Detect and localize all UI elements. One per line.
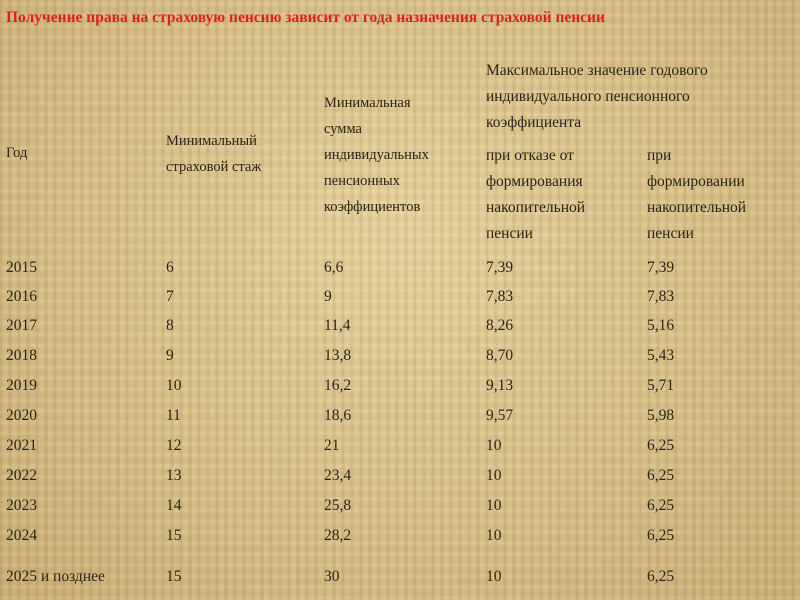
- header-min-sum-line: коэффициентов: [324, 199, 421, 215]
- cell-forming: 6,25: [647, 568, 675, 585]
- cell-refusal: 8,70: [486, 347, 514, 364]
- cell-forming: 6,25: [647, 527, 675, 544]
- cell-forming: 6,25: [647, 497, 675, 514]
- cell-forming: 7,39: [647, 259, 675, 276]
- header-min-experience-line: страховой стаж: [166, 159, 262, 175]
- header-refusal-line: при отказе от: [486, 147, 574, 164]
- page-title: Получение права на страховую пенсию зависит от года назначения страховой пенсии: [6, 9, 605, 26]
- header-forming-line: при: [647, 147, 672, 164]
- table-row: [0, 463, 800, 493]
- cell-year: 2024: [6, 527, 37, 544]
- cell-min-experience: 15: [166, 568, 182, 585]
- header-refusal-line: накопительной: [486, 199, 586, 216]
- cell-min-experience: 14: [166, 497, 182, 514]
- cell-forming: 6,25: [647, 467, 675, 484]
- cell-min-experience: 10: [166, 377, 182, 394]
- table-row: [0, 564, 800, 594]
- cell-forming: 5,71: [647, 377, 675, 394]
- cell-refusal: 8,26: [486, 317, 514, 334]
- cell-year: 2023: [6, 497, 37, 514]
- cell-min-sum: 18,6: [324, 407, 352, 424]
- header-min-experience-line: Минимальный: [166, 133, 257, 149]
- cell-min-sum: 9: [324, 288, 332, 305]
- cell-year: 2017: [6, 317, 37, 334]
- header-forming: [647, 143, 746, 247]
- table-row: [0, 255, 800, 285]
- cell-year: 2015: [6, 259, 37, 276]
- cell-year: 2020: [6, 407, 37, 424]
- cell-refusal: 10: [486, 497, 502, 514]
- cell-min-sum: 6,6: [324, 259, 344, 276]
- header-year: Год: [6, 145, 28, 161]
- header-min-sum-line: пенсионных: [324, 173, 400, 189]
- cell-min-sum: 30: [324, 568, 340, 585]
- header-min-sum-line: сумма: [324, 121, 362, 137]
- cell-min-sum: 25,8: [324, 497, 352, 514]
- header-max-value: [486, 58, 708, 136]
- cell-min-sum: 13,8: [324, 347, 352, 364]
- cell-min-experience: 12: [166, 437, 182, 454]
- cell-min-experience: 7: [166, 288, 174, 305]
- cell-min-experience: 6: [166, 259, 174, 276]
- header-min-sum-line: Минимальная: [324, 95, 411, 111]
- cell-min-experience: 8: [166, 317, 174, 334]
- cell-min-sum: 23,4: [324, 467, 352, 484]
- table-row: [0, 313, 800, 343]
- cell-min-sum: 16,2: [324, 377, 352, 394]
- cell-year: 2025 и позднее: [6, 568, 105, 585]
- cell-year: 2018: [6, 347, 37, 364]
- cell-forming: 5,43: [647, 347, 675, 364]
- cell-min-experience: 15: [166, 527, 182, 544]
- table-row: [0, 373, 800, 403]
- cell-min-experience: 13: [166, 467, 182, 484]
- header-min-sum: [324, 90, 429, 220]
- cell-year: 2021: [6, 437, 37, 454]
- table-row: [0, 403, 800, 433]
- table-row: [0, 433, 800, 463]
- header-min-sum-line: индивидуальных: [324, 147, 429, 163]
- cell-refusal: 10: [486, 467, 502, 484]
- header-max-value-line: коэффициента: [486, 114, 582, 131]
- header-max-value-line: Максимальное значение годового: [486, 62, 708, 79]
- cell-min-sum: 21: [324, 437, 340, 454]
- cell-forming: 5,16: [647, 317, 675, 334]
- header-forming-line: формировании: [647, 173, 745, 190]
- cell-refusal: 10: [486, 568, 502, 585]
- cell-min-experience: 11: [166, 407, 181, 424]
- header-forming-line: пенсии: [647, 225, 694, 242]
- header-min-experience: [166, 128, 261, 180]
- cell-refusal: 10: [486, 527, 502, 544]
- cell-year: 2019: [6, 377, 37, 394]
- cell-refusal: 7,39: [486, 259, 514, 276]
- table-row: [0, 493, 800, 523]
- cell-forming: 6,25: [647, 437, 675, 454]
- cell-forming: 5,98: [647, 407, 675, 424]
- cell-min-sum: 11,4: [324, 317, 351, 334]
- header-refusal: [486, 143, 585, 247]
- cell-refusal: 7,83: [486, 288, 514, 305]
- table-row: [0, 343, 800, 373]
- cell-refusal: 10: [486, 437, 502, 454]
- header-forming-line: накопительной: [647, 199, 747, 216]
- table-row: [0, 284, 800, 314]
- cell-year: 2016: [6, 288, 37, 305]
- cell-refusal: 9,13: [486, 377, 514, 394]
- cell-min-experience: 9: [166, 347, 174, 364]
- table-row: [0, 523, 800, 553]
- cell-min-sum: 28,2: [324, 527, 352, 544]
- header-refusal-line: пенсии: [486, 225, 533, 242]
- cell-refusal: 9,57: [486, 407, 514, 424]
- header-max-value-line: индивидуального пенсионного: [486, 88, 690, 105]
- cell-forming: 7,83: [647, 288, 675, 305]
- cell-year: 2022: [6, 467, 37, 484]
- header-refusal-line: формирования: [486, 173, 583, 190]
